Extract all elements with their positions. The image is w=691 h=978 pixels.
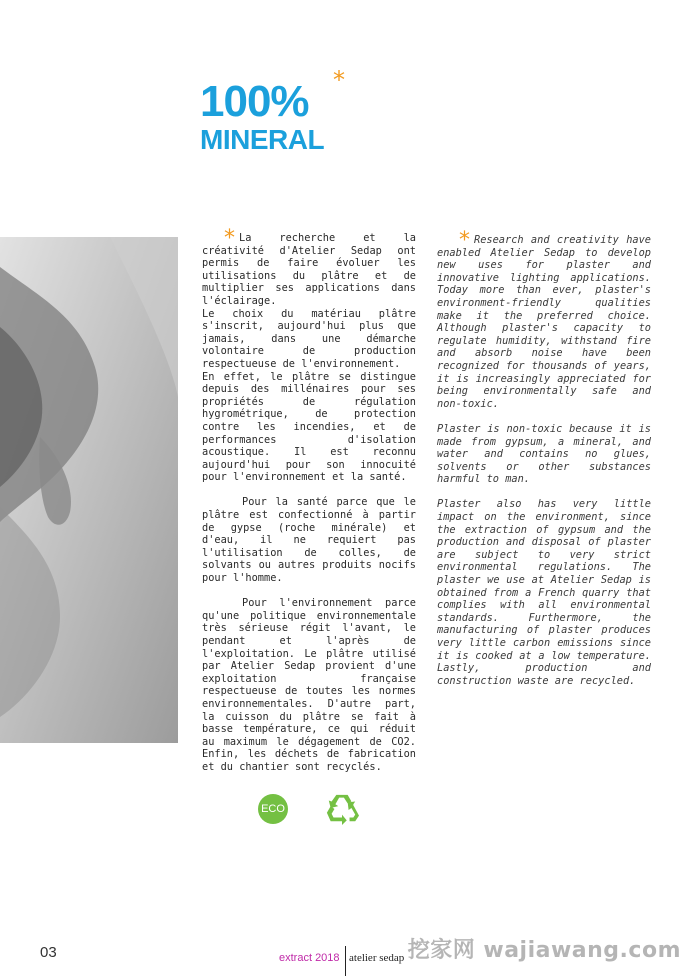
plaster-photo: [0, 237, 178, 743]
french-text-column: [202, 226, 416, 786]
headline-asterisk-icon: *: [333, 66, 345, 94]
headline: [200, 77, 325, 155]
watermark: 挖家网 wajiawang.com: [407, 938, 681, 963]
french-paragraph-1: * La recherche et la créativité d'Atelier Sedap ont permis de faire évoluer les utilisations du plâtre et de multiplier ses applications dans l'éclairage.: [202, 226, 416, 307]
eco-icon: ECO: [258, 794, 288, 824]
english-text-column: [437, 228, 651, 700]
footer-divider: [345, 946, 346, 976]
recycle-icon: [323, 792, 361, 826]
french-paragraph-2: Le choix du matériau plâtre s'inscrit, aujourd'hui plus que jamais, dans une démarche volontaire de production respectueuse de l'environnement.: [202, 307, 416, 370]
english-paragraph-3: Plaster also has very little impact on the environment, since the extraction of gypsum and the production and disposal of plaster are subject to very strict environmental regulations. The plaster we use at Atelier Sedap is obtained from a French quarry that complies with all environmental standards. Furthermore, the manufacturing of plaster produces very little carbon emissions since it is cooked at a low temperature. Lastly, production and construction waste are recycled.: [437, 498, 651, 687]
asterisk-icon: *: [459, 228, 470, 253]
plaster-sculpture-image: [0, 237, 178, 743]
english-paragraph-1: * Research and creativity have enabled Atelier Sedap to develop new uses for plaster and innovative lighting applications. Today more than ever, plaster's environment-friendly qualities make it the preferred choice. Although plaster's capacity to regulate humidity, withstand fire and absorb noise have been recognized for thousands of years, it is increasingly appreciated for being environmentally safe and non-toxic.: [437, 228, 651, 410]
headline-percent: 100%: [200, 77, 309, 126]
asterisk-icon: *: [224, 226, 235, 251]
french-paragraph-3: En effet, le plâtre se distingue depuis des millénaires pour ses propriétés de régulation hygrométrique, de protection contre les incendies, et de performances d'isolation acoustique. Il est reconnu aujourd'hui pour son innocuité pour l'environnement et la santé.: [202, 370, 416, 484]
footer-extract: extract 2018: [279, 952, 340, 964]
french-paragraph-5: Pour l'environnement parce qu'une politique environnementale très sérieuse régit l'avant, le pendant et l'après de l'exploitation. Le plâtre utilisé par Atelier Sedap provient d'une exploitation française respectueuse de toutes les normes environnementales. D'autre part, la cuisson du plâtre se fait à basse température, ce qui réduit au maximum le dégagement de CO2. Enfin, les déchets de fabrication et du chantier sont recyclés.: [202, 597, 416, 773]
french-paragraph-4: Pour la santé parce que le plâtre est confectionné à partir de gypse (roche minérale) et d'eau, il ne requiert pas l'utilisation de colles, de solvants ou autres produits nocifs pour l'homme.: [202, 496, 416, 585]
headline-mineral: MINERAL: [200, 124, 325, 155]
footer-brand: atelier sedap: [349, 952, 405, 964]
english-paragraph-2: Plaster is non-toxic because it is made from gypsum, a mineral, and water and contains no glues, solvents or other substances harmful to man.: [437, 422, 651, 486]
page-number: 03: [40, 944, 57, 961]
